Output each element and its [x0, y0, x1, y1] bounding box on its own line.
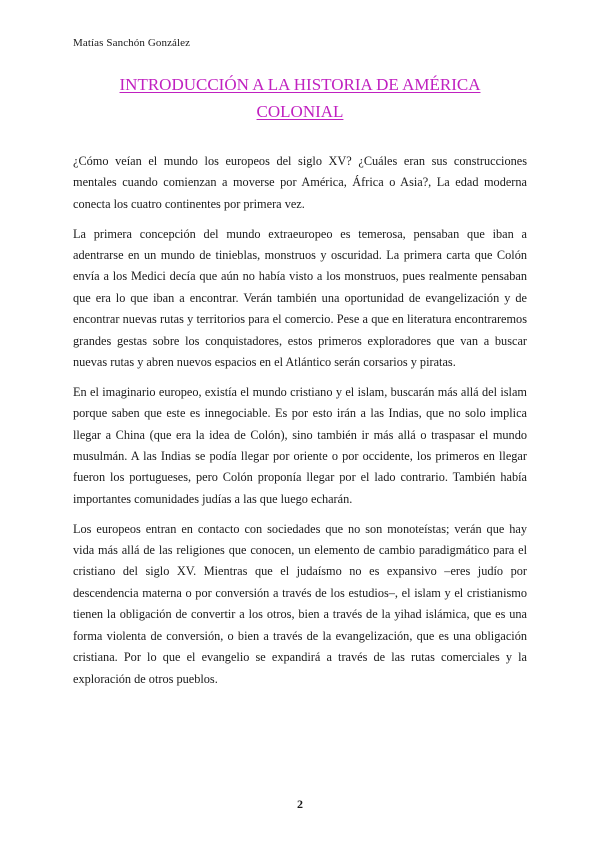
paragraph: ¿Cómo veían el mundo los europeos del siglo XV? ¿Cuáles eran sus construcciones mentales cuando comienzan a moverse por América, África o Asia?, La edad moderna conecta los cuatro continentes por primera vez. — [73, 154, 527, 211]
title-line-1: INTRODUCCIÓN A LA HISTORIA DE AMÉRICA — [119, 75, 481, 94]
author-name: Matías Sanchón González — [73, 37, 191, 49]
paragraph: En el imaginario europeo, existía el mundo cristiano y el islam, buscarán más allá del islam porque saben que este es innegociable. Es por esto irán a las Indias, que no solo implica llegar a China (que era la idea de Colón), sino también ir más allá o traspasar el mundo musulmán. A las Indias se podía llegar por oriente o por occidente, los primeros en llegar fueron los portugueses, pero Colón proponía llegar por el lado contrario. También había importantes comunidades judías a las que luego echarán. — [73, 384, 527, 506]
page-number: 2 — [297, 797, 303, 811]
title-line-2: COLONIAL — [256, 102, 344, 121]
document-body — [73, 151, 527, 698]
paragraph: Los europeos entran en contacto con sociedades que no son monoteístas; verán que hay vida más allá de las religiones que conocen, un elemento de cambio paradigmático para el cristiano del siglo XV. Mientras que el judaísmo no es expansivo –eres judío por descendencia materna o por conversión a través de los estudios–, el islam y el cristianismo tienen la obligación de convertir a los otros, bien a través de la yihad islámica, que es una forma violenta de conversión, o bien a través de la evangelización, que es una obligación cristiana. Por lo que el evangelio se expandirá a través de las rutas comerciales y la exploración de otros pueblos. — [73, 521, 527, 686]
page-title — [60, 71, 540, 125]
paragraph: La primera concepción del mundo extraeuropeo es temerosa, pensaban que iban a adentrarse en un mundo de tinieblas, monstruos y oscuridad. La primera carta que Colón envía a los Medici decía que aún no había visto a los monstruos, pues realmente pensaban que era lo que iban a encontrar. Verán también una oportunidad de evangelización y de encontrar nuevas rutas y territorios para el comercio. Pese a que en literatura encontraremos grandes gestas sobre los conquistadores, estos primeros exploradores que van a buscar nuevas rutas y abren nuevos espacios en el Atlántico serán corsarios y piratas. — [73, 226, 527, 370]
